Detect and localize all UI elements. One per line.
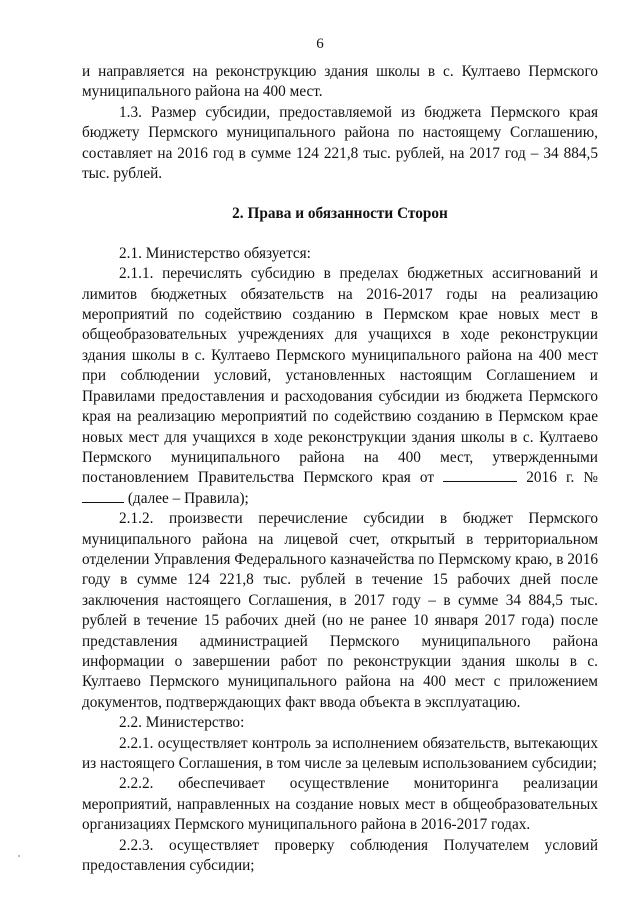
paragraph-2-2-2: 2.2.2. обеспечивает осуществление мониторинга реализации мероприятий, направленных на создание новых мест в общеобразовательных организациях Пермского муниципального района в 2016-2017 годах. — [82, 775, 598, 834]
paragraph-2-1-1-year: 2016 г. № — [526, 469, 599, 487]
paragraph-2-1-1 — [82, 264, 598, 509]
date-blank-line — [443, 469, 517, 482]
paragraph-2-1-2: 2.1.2. произвести перечисление субсидии в бюджет Пермского муниципального района на лицевой счет, открытый в территориальном отделении Управления Федерального казначейства по Пермскому краю, в 2016 году в сумме 124 221,8 тыс. рублей в течение 15 рабочих дней после заключения настоящего Соглашения, в 2017 году – в сумме 34 884,5 тыс. рублей в течение 15 рабочих дней (но не ранее 10 января 2017 года) после представления администрацией Пермского муниципального района информации о завершении работ по реконструкции здания школы в с. Култаево Пермского муниципального района на 400 мест с приложением документов, подтверждающих факт ввода объекта в эксплуатацию. — [82, 510, 598, 711]
paragraph-2-1-1-end: (далее – Правила); — [127, 489, 249, 507]
scan-speck — [18, 855, 20, 857]
paragraph-2-2-1: 2.2.1. осуществляет контроль за исполнением обязательств, вытекающих из настоящего Соглашения, в том числе за целевым использованием субсидии; — [82, 734, 598, 772]
section-heading: 2. Права и обязанности Сторон — [232, 205, 448, 223]
paragraph-2-1-1-text: 2.1.1. перечислять субсидию в пределах бюджетных ассигнований и лимитов бюджетных обязательств на 2016-2017 годы на реализацию мероприятий по содействию созданию в Пермском крае новых мест в общеобразовательных учреждениях для учащихся в ходе реконструкции здания школы в с. Култаево Пермского муниципального района на 400 мест при соблюдении условий, установленных настоящим Соглашением и Правилами предоставления и расходования субсидии из бюджета Пермского края на реализацию мероприятий по содействию созданию в Пермском крае новых мест для учащихся в ходе реконструкции здания школы в с. Култаево Пермского муниципального района на 400 мест, утвержденными постановлением Правительства Пермского края от — [82, 265, 598, 487]
paragraph-2-2: 2.2. Министерство: — [119, 714, 245, 732]
number-blank-line — [82, 490, 124, 503]
page-number: 6 — [316, 36, 324, 52]
paragraph-1-3: 1.3. Размер субсидии, предоставляемой из бюджета Пермского края бюджету Пермского муниципального района по настоящему Соглашению, составляет на 2016 год в сумме 124 221,8 тыс. рублей, на 2017 год – 34 884,5 тыс. рублей. — [82, 103, 598, 183]
document-body — [82, 62, 598, 876]
paragraph-2-1: 2.1. Министерство обязуется: — [119, 244, 311, 262]
paragraph-2-2-3: 2.2.3. осуществляет проверку соблюдения Получателем условий предоставления субсидии; — [82, 836, 598, 875]
paragraph-continuation: и направляется на реконструкцию здания школы в с. Култаево Пермского муниципального района на 400 мест. — [82, 63, 598, 101]
